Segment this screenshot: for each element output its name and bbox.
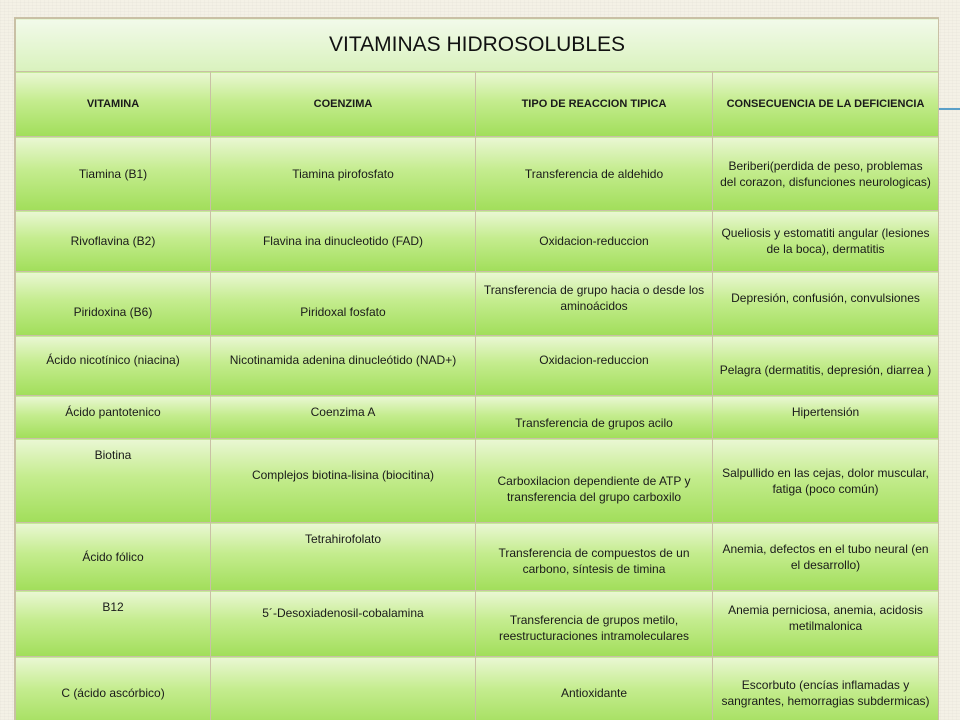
header-coenzima: COENZIMA bbox=[211, 72, 476, 137]
cell-vitamina-text: Piridoxina (B6) bbox=[73, 304, 153, 319]
cell-vitamina-text: Ácido nicotínico (niacina) bbox=[46, 352, 180, 367]
cell-reaccion-text: Transferencia de grupo hacia o desde los aminoácidos bbox=[483, 282, 705, 313]
cell-deficiencia: Hipertensión bbox=[713, 396, 939, 439]
cell-coenzima-text: Complejos biotina-lisina (biocitina) bbox=[251, 467, 435, 482]
cell-coenzima bbox=[211, 657, 476, 720]
cell-reaccion-text: Oxidacion-reduccion bbox=[539, 352, 649, 367]
cell-reaccion bbox=[476, 396, 713, 439]
cell-deficiencia bbox=[713, 336, 939, 396]
cell-reaccion bbox=[476, 523, 713, 591]
cell-vitamina: C (ácido ascórbico) bbox=[16, 657, 211, 720]
cell-reaccion bbox=[476, 591, 713, 657]
cell-deficiencia: Beriberi(perdida de peso, problemas del corazon, disfunciones neurologicas) bbox=[713, 137, 939, 211]
cell-deficiencia-text: Depresión, confusión, convulsiones bbox=[731, 290, 920, 305]
cell-coenzima: 5´-Desoxiadenosil-cobalamina bbox=[211, 591, 476, 657]
cell-deficiencia-text: Pelagra (dermatitis, depresión, diarrea ) bbox=[719, 362, 932, 377]
cell-deficiencia: Anemia, defectos en el tubo neural (en el desarrollo) bbox=[713, 523, 939, 591]
table-row bbox=[16, 657, 939, 720]
cell-deficiencia-text: Anemia perniciosa, anemia, acidosis metilmalonica bbox=[728, 602, 923, 633]
header-row bbox=[16, 72, 939, 137]
header-vitamina: VITAMINA bbox=[16, 72, 211, 137]
table-row bbox=[16, 137, 939, 211]
cell-reaccion: Transferencia de aldehido bbox=[476, 137, 713, 211]
cell-reaccion: Antioxidante bbox=[476, 657, 713, 720]
cell-reaccion bbox=[476, 336, 713, 396]
cell-vitamina: Ácido fólico bbox=[16, 523, 211, 591]
table-row bbox=[16, 523, 939, 591]
table-row bbox=[16, 591, 939, 657]
cell-coenzima-text: Piridoxal fosfato bbox=[300, 304, 386, 319]
cell-coenzima: Tiamina pirofosfato bbox=[211, 137, 476, 211]
cell-deficiencia: Queliosis y estomatiti angular (lesiones de la boca), dermatitis bbox=[713, 211, 939, 272]
table-row bbox=[16, 439, 939, 523]
vitamins-table-frame bbox=[14, 17, 939, 720]
cell-reaccion-text: Transferencia de grupos metilo, reestructuraciones intramoleculares bbox=[498, 612, 690, 643]
table-row bbox=[16, 272, 939, 336]
cell-coenzima bbox=[211, 439, 476, 523]
table-row bbox=[16, 336, 939, 396]
cell-coenzima bbox=[211, 336, 476, 396]
cell-deficiencia bbox=[713, 591, 939, 657]
table-row bbox=[16, 396, 939, 439]
table-row bbox=[16, 211, 939, 272]
cell-reaccion: Oxidacion-reduccion bbox=[476, 211, 713, 272]
table-title: VITAMINAS HIDROSOLUBLES bbox=[16, 19, 939, 72]
cell-vitamina: Tiamina (B1) bbox=[16, 137, 211, 211]
cell-deficiencia: Escorbuto (encías inflamadas y sangrantes, hemorragias subdermicas) bbox=[713, 657, 939, 720]
cell-reaccion bbox=[476, 272, 713, 336]
cell-deficiencia: Salpullido en las cejas, dolor muscular, fatiga (poco común) bbox=[713, 439, 939, 523]
cell-vitamina: B12 bbox=[16, 591, 211, 657]
cell-coenzima bbox=[211, 272, 476, 336]
cell-coenzima: Tetrahirofolato bbox=[211, 523, 476, 591]
cell-vitamina bbox=[16, 272, 211, 336]
decorative-accent-line bbox=[936, 108, 960, 110]
header-reaccion: TIPO DE REACCION TIPICA bbox=[476, 72, 713, 137]
cell-vitamina bbox=[16, 336, 211, 396]
cell-reaccion bbox=[476, 439, 713, 523]
vitamins-table bbox=[15, 18, 939, 720]
cell-vitamina: Ácido pantotenico bbox=[16, 396, 211, 439]
cell-reaccion-text: Transferencia de grupos acilo bbox=[515, 416, 673, 430]
cell-coenzima-text: Nicotinamida adenina dinucleótido (NAD+) bbox=[229, 352, 457, 367]
cell-coenzima: Coenzima A bbox=[211, 396, 476, 439]
header-deficiencia: CONSECUENCIA DE LA DEFICIENCIA bbox=[713, 72, 939, 137]
cell-vitamina: Rivoflavina (B2) bbox=[16, 211, 211, 272]
title-row bbox=[16, 19, 939, 72]
cell-deficiencia bbox=[713, 272, 939, 336]
cell-reaccion-text: Carboxilacion dependiente de ATP y transferencia del grupo carboxilo bbox=[497, 473, 691, 504]
cell-reaccion-text: Transferencia de compuestos de un carbono, síntesis de timina bbox=[498, 545, 690, 576]
cell-coenzima: Flavina ina dinucleotido (FAD) bbox=[211, 211, 476, 272]
cell-vitamina: Biotina bbox=[16, 439, 211, 523]
